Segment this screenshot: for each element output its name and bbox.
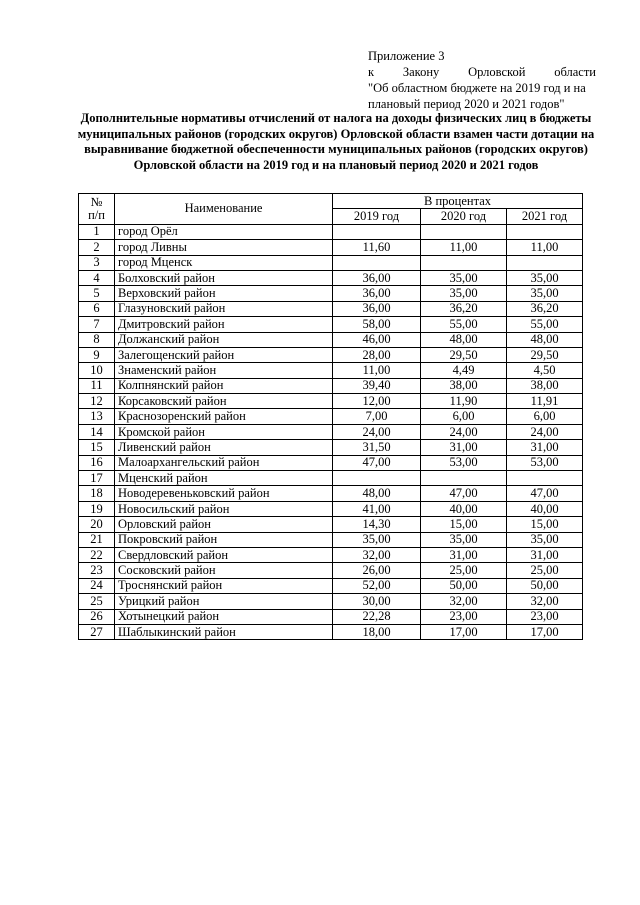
row-number: 1 [79,224,115,239]
table-row [79,578,583,593]
row-value-2021: 31,00 [507,440,583,455]
table-row [79,270,583,285]
row-value-2021: 38,00 [507,378,583,393]
row-value-2020: 31,00 [421,547,507,562]
row-value-2019: 12,00 [333,394,421,409]
row-value-2021: 53,00 [507,455,583,470]
header-percent: В процентах [333,194,583,209]
row-value-2020: 50,00 [421,578,507,593]
header-number [79,194,115,225]
row-value-2019: 28,00 [333,347,421,362]
row-value-2020: 38,00 [421,378,507,393]
table-body [79,224,583,640]
row-value-2020: 4,49 [421,363,507,378]
row-name: Свердловский район [115,547,333,562]
row-value-2021: 25,00 [507,563,583,578]
table-row [79,224,583,239]
row-value-2020: 23,00 [421,609,507,624]
row-value-2020: 35,00 [421,270,507,285]
row-value-2020 [421,471,507,486]
row-value-2019: 47,00 [333,455,421,470]
table-row [79,609,583,624]
row-value-2020 [421,224,507,239]
row-number: 13 [79,409,115,424]
row-value-2019 [333,471,421,486]
header-number-sign: № [90,194,103,209]
row-value-2020: 17,00 [421,624,507,639]
row-value-2020: 53,00 [421,455,507,470]
table-row [79,455,583,470]
row-value-2019: 36,00 [333,270,421,285]
row-name: Колпнянский район [115,378,333,393]
row-number: 14 [79,424,115,439]
row-value-2019: 24,00 [333,424,421,439]
appendix-reference [368,48,596,112]
header-2020: 2020 год [421,209,507,224]
row-value-2021: 15,00 [507,517,583,532]
row-value-2021: 55,00 [507,317,583,332]
row-value-2019: 32,00 [333,547,421,562]
row-value-2019: 11,00 [333,363,421,378]
row-value-2020: 6,00 [421,409,507,424]
row-value-2021 [507,224,583,239]
table-row [79,594,583,609]
row-value-2021 [507,255,583,270]
row-value-2019: 39,40 [333,378,421,393]
row-value-2019: 36,00 [333,301,421,316]
table-row [79,363,583,378]
row-value-2019: 22,28 [333,609,421,624]
row-number: 21 [79,532,115,547]
row-value-2020: 40,00 [421,501,507,516]
row-name: Ливенский район [115,440,333,455]
row-name: Должанский район [115,332,333,347]
row-number: 7 [79,317,115,332]
row-value-2021: 23,00 [507,609,583,624]
table-row [79,486,583,501]
row-number: 25 [79,594,115,609]
row-value-2021: 11,00 [507,240,583,255]
row-value-2019: 31,50 [333,440,421,455]
row-name: Корсаковский район [115,394,333,409]
row-value-2021: 32,00 [507,594,583,609]
row-value-2021: 29,50 [507,347,583,362]
table-row [79,471,583,486]
row-value-2019: 52,00 [333,578,421,593]
row-number: 4 [79,270,115,285]
table-row [79,547,583,562]
row-value-2019: 18,00 [333,624,421,639]
row-value-2020: 11,00 [421,240,507,255]
header-number-pp: п/п [88,207,105,222]
row-value-2021: 17,00 [507,624,583,639]
row-name: Верховский район [115,286,333,301]
appendix-law-title-1: "Об областном бюджете на 2019 год и на [368,81,586,95]
row-value-2019: 26,00 [333,563,421,578]
row-value-2021 [507,471,583,486]
row-value-2019: 58,00 [333,317,421,332]
row-value-2021: 50,00 [507,578,583,593]
row-name: город Орёл [115,224,333,239]
table-row [79,440,583,455]
table-row [79,624,583,639]
row-value-2021: 40,00 [507,501,583,516]
document-title: Дополнительные нормативы отчислений от налога на доходы физических лиц в бюджеты муниципальных районов (городских округов) Орловской области взамен части дотации на выравнивание бюджетной обеспеченности муниципальных районов (городских округов) Орловской области на 2019 год и на плановый период 2020 и 2021 годов [77,111,595,172]
row-value-2020: 32,00 [421,594,507,609]
row-value-2020: 24,00 [421,424,507,439]
row-value-2020: 15,00 [421,517,507,532]
row-value-2021: 31,00 [507,547,583,562]
row-number: 3 [79,255,115,270]
row-value-2019 [333,224,421,239]
row-number: 12 [79,394,115,409]
row-name: Хотынецкий район [115,609,333,624]
table-row [79,301,583,316]
table-row [79,378,583,393]
row-number: 22 [79,547,115,562]
table-row [79,332,583,347]
row-value-2020: 29,50 [421,347,507,362]
row-number: 24 [79,578,115,593]
row-value-2019: 41,00 [333,501,421,516]
appendix-number: Приложение 3 [368,49,445,63]
row-value-2019: 36,00 [333,286,421,301]
row-value-2020: 47,00 [421,486,507,501]
row-number: 18 [79,486,115,501]
row-name: Урицкий район [115,594,333,609]
row-name: Сосковский район [115,563,333,578]
row-value-2020: 25,00 [421,563,507,578]
table-row [79,317,583,332]
row-number: 8 [79,332,115,347]
table-row [79,286,583,301]
row-name: Краснозоренский район [115,409,333,424]
appendix-law-title-2: плановый период 2020 и 2021 годов" [368,97,565,111]
row-value-2019: 14,30 [333,517,421,532]
row-number: 9 [79,347,115,362]
row-value-2021: 47,00 [507,486,583,501]
row-name: Покровский район [115,532,333,547]
row-value-2019: 46,00 [333,332,421,347]
row-name: Троснянский район [115,578,333,593]
row-value-2020 [421,255,507,270]
row-value-2021: 4,50 [507,363,583,378]
row-name: Кромской район [115,424,333,439]
row-value-2019 [333,255,421,270]
row-value-2020: 35,00 [421,532,507,547]
table-row [79,424,583,439]
row-value-2020: 48,00 [421,332,507,347]
table-row [79,517,583,532]
table-row [79,409,583,424]
norms-table [78,193,583,640]
row-name: Мценский район [115,471,333,486]
table-row [79,255,583,270]
row-number: 15 [79,440,115,455]
row-name: город Ливны [115,240,333,255]
row-value-2019: 11,60 [333,240,421,255]
row-number: 26 [79,609,115,624]
table-row [79,532,583,547]
table-row [79,347,583,362]
table-row [79,501,583,516]
row-name: Орловский район [115,517,333,532]
row-name: Глазуновский район [115,301,333,316]
header-name: Наименование [115,194,333,225]
row-name: Болховский район [115,270,333,285]
header-2021: 2021 год [507,209,583,224]
row-name: Новодеревеньковский район [115,486,333,501]
row-number: 23 [79,563,115,578]
row-value-2019: 35,00 [333,532,421,547]
row-value-2019: 30,00 [333,594,421,609]
row-name: Дмитровский район [115,317,333,332]
row-value-2020: 11,90 [421,394,507,409]
row-value-2020: 31,00 [421,440,507,455]
row-name: Малоархангельский район [115,455,333,470]
row-name: Залегощенский район [115,347,333,362]
row-name: Шаблыкинский район [115,624,333,639]
row-number: 10 [79,363,115,378]
row-value-2020: 35,00 [421,286,507,301]
row-number: 16 [79,455,115,470]
row-number: 5 [79,286,115,301]
row-value-2021: 24,00 [507,424,583,439]
row-value-2021: 36,20 [507,301,583,316]
row-number: 2 [79,240,115,255]
row-value-2019: 7,00 [333,409,421,424]
table-row [79,394,583,409]
row-value-2019: 48,00 [333,486,421,501]
row-name: Новосильский район [115,501,333,516]
row-value-2020: 55,00 [421,317,507,332]
table-row [79,240,583,255]
row-value-2021: 35,00 [507,532,583,547]
row-name: город Мценск [115,255,333,270]
row-number: 17 [79,471,115,486]
row-number: 6 [79,301,115,316]
row-number: 11 [79,378,115,393]
header-2019: 2019 год [333,209,421,224]
row-number: 27 [79,624,115,639]
row-name: Знаменский район [115,363,333,378]
row-number: 19 [79,501,115,516]
table-row [79,563,583,578]
row-value-2021: 11,91 [507,394,583,409]
row-value-2021: 48,00 [507,332,583,347]
row-number: 20 [79,517,115,532]
row-value-2020: 36,20 [421,301,507,316]
appendix-law: к Закону Орловской области [368,65,596,79]
row-value-2021: 35,00 [507,270,583,285]
row-value-2021: 35,00 [507,286,583,301]
row-value-2021: 6,00 [507,409,583,424]
